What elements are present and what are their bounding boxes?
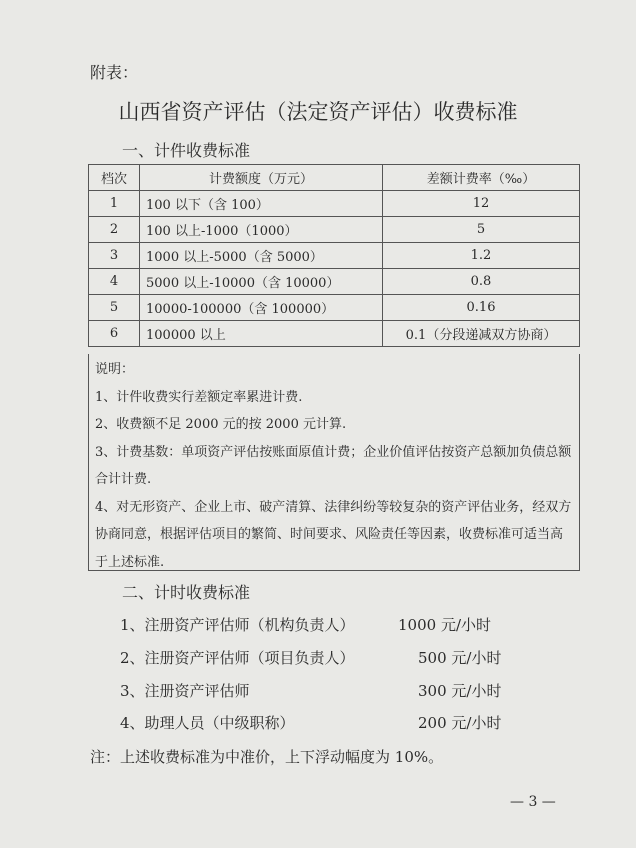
section2-heading: 二、计时收费标准 <box>122 583 251 602</box>
fee-table <box>88 164 580 347</box>
notes-box <box>88 354 580 571</box>
rate-price: 1000 元/小时 <box>398 616 491 634</box>
table-header-row <box>89 165 580 191</box>
rate-price: 500 元/小时 <box>418 649 502 667</box>
rate-price: 300 元/小时 <box>418 682 502 700</box>
rate-label: 3、注册资产评估师 <box>120 682 250 700</box>
table-row <box>89 269 580 295</box>
amount-range-cell: 1000 以上-5000（含 5000） <box>140 243 383 269</box>
table-row <box>89 243 580 269</box>
tier-cell: 4 <box>89 269 140 295</box>
table-row <box>89 217 580 243</box>
header-cell: 差额计费率（‰） <box>383 165 580 191</box>
rate-cell: 12 <box>383 191 580 217</box>
amount-range-cell: 10000-100000（含 100000） <box>140 295 383 321</box>
table-row <box>89 321 580 347</box>
tier-cell: 1 <box>89 191 140 217</box>
note-item: 2、收费额不足 2000 元的按 2000 元计算. <box>95 417 347 432</box>
rate-cell: 1.2 <box>383 243 580 269</box>
attachment-label: 附表： <box>90 63 139 82</box>
table-row <box>89 295 580 321</box>
tier-cell: 6 <box>89 321 140 347</box>
tier-cell: 2 <box>89 217 140 243</box>
rate-cell: 5 <box>383 217 580 243</box>
rate-label: 4、助理人员（中级职称） <box>120 714 295 732</box>
amount-range-cell: 100 以下（含 100） <box>140 191 383 217</box>
note-item: 1、计件收费实行差额定率累进计费. <box>95 389 303 405</box>
note-item: 3、计费基数：单项资产评估按账面原值计费；企业价值评估按资产总额加负债总额合计计费. <box>95 444 572 487</box>
amount-range-cell: 5000 以上-10000（含 10000） <box>140 269 383 295</box>
tier-cell: 3 <box>89 243 140 269</box>
amount-range-cell: 100 以上-1000（1000） <box>140 217 383 243</box>
note-item: 4、对无形资产、企业上市、破产清算、法律纠纷等较复杂的资产评估业务，经双方协商同意，根据评估项目的繁简、时间要求、风险责任等因素，收费标准可适当高于上述标准. <box>95 499 572 570</box>
rate-label: 2、注册资产评估师（项目负责人） <box>120 649 355 667</box>
header-cell: 档次 <box>89 165 140 191</box>
header-cell: 计费额度（万元） <box>140 165 383 191</box>
rate-cell: 0.1（分段递减双方协商） <box>383 321 580 347</box>
tier-cell: 5 <box>89 295 140 321</box>
rate-label: 1、注册资产评估师（机构负责人） <box>120 616 355 634</box>
rate-price: 200 元/小时 <box>418 714 502 732</box>
table-row <box>89 191 580 217</box>
document-title: 山西省资产评估（法定资产评估）收费标准 <box>118 100 518 124</box>
rate-cell: 0.8 <box>383 269 580 295</box>
rate-cell: 0.16 <box>383 295 580 321</box>
amount-range-cell: 100000 以上 <box>140 321 383 347</box>
footnote: 注：上述收费标准为中准价，上下浮动幅度为 10%。 <box>90 748 444 766</box>
page-number: — 3 — <box>510 794 556 810</box>
notes-title: 说明： <box>95 362 135 377</box>
section1-heading: 一、计件收费标准 <box>122 141 251 160</box>
